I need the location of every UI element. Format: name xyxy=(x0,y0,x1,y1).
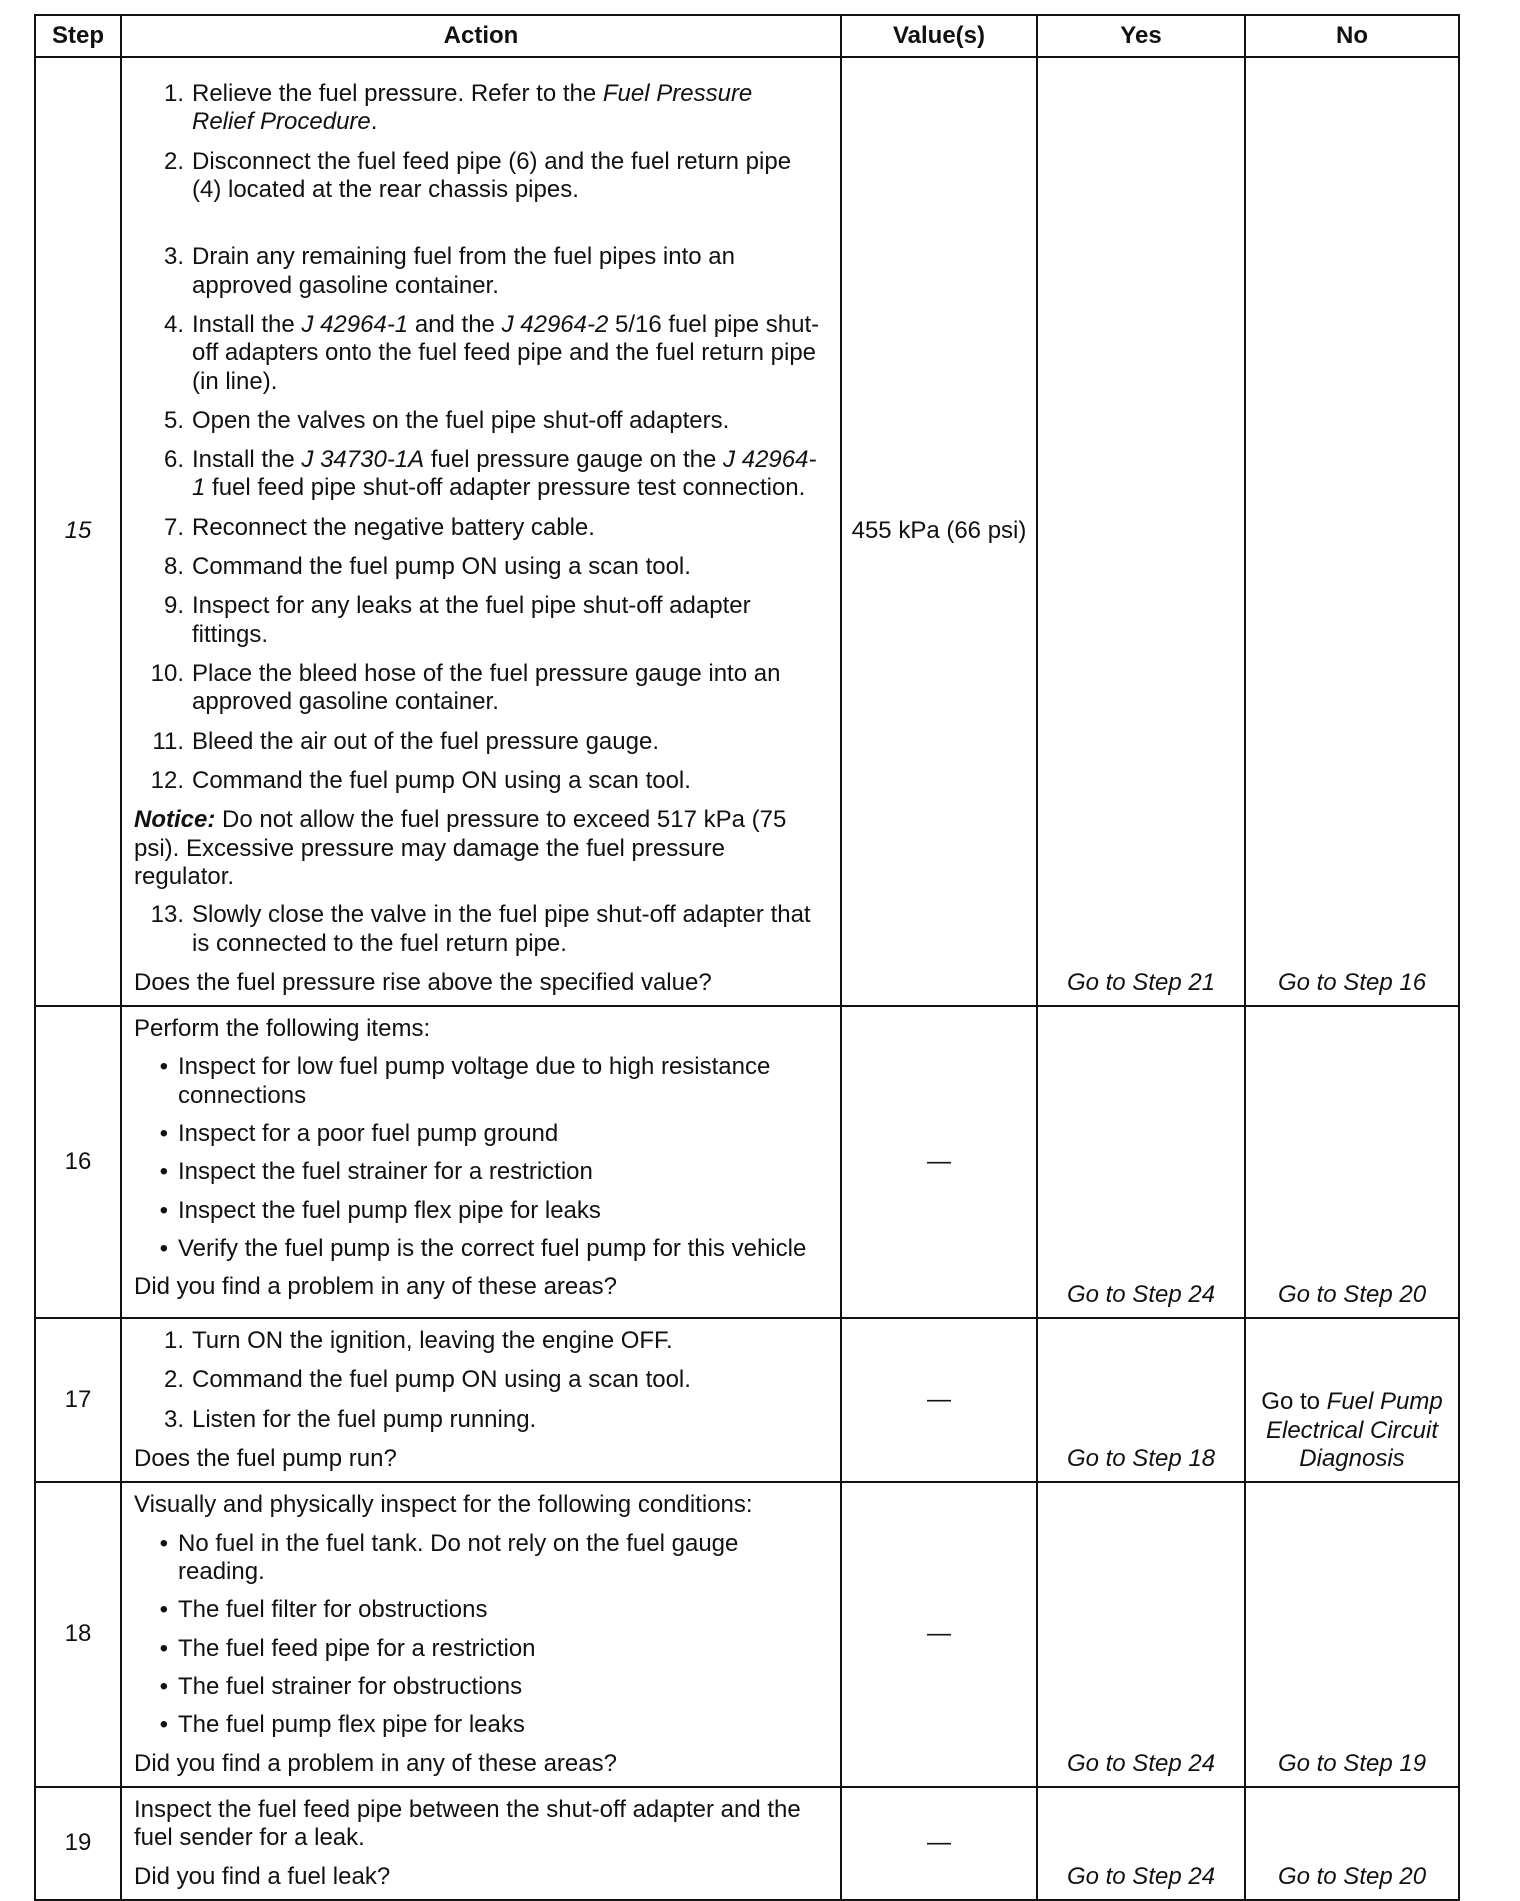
action-cell xyxy=(121,1006,841,1318)
action-steps-list xyxy=(134,1327,820,1434)
inspection-list xyxy=(134,1053,820,1263)
value-cell: 455 kPa (66 psi) xyxy=(841,57,1037,1006)
list-item: 9. Inspect for any leaks at the fuel pipe shut-off adapter fittings. xyxy=(163,592,751,648)
list-item: 3. Listen for the fuel pump running. xyxy=(163,1405,537,1433)
step-number: 15 xyxy=(35,57,121,1006)
list-item: • No fuel in the fuel tank. Do not rely on the fuel gauge reading. xyxy=(159,1529,739,1585)
header-row xyxy=(35,15,1459,57)
header-step: Step xyxy=(35,15,121,57)
list-item: • The fuel pump flex pipe for leaks xyxy=(159,1711,525,1739)
value-cell: — xyxy=(841,1787,1037,1900)
list-item: 12. Command the fuel pump ON using a scan tool. xyxy=(150,766,691,794)
table-row-step-16 xyxy=(35,1006,1459,1318)
intro-text: Visually and physically inspect for the following conditions: xyxy=(134,1491,753,1519)
list-item: 7. Reconnect the negative battery cable. xyxy=(163,513,595,541)
table-row-step-17 xyxy=(35,1318,1459,1482)
tool-reference: J 42964-2 xyxy=(501,310,609,338)
no-action: Go to Step 20 xyxy=(1245,1006,1459,1318)
list-item: 2. Disconnect the fuel feed pipe (6) and the fuel return pipe (4) located at the rear chassis pipes. xyxy=(163,147,792,203)
step-number: 17 xyxy=(35,1318,121,1482)
inspection-list xyxy=(134,1530,820,1740)
yes-action: Go to Step 21 xyxy=(1037,57,1245,1006)
list-item: • The fuel feed pipe for a restriction xyxy=(159,1634,536,1662)
list-item: 4. Install the J 42964-1 and the J 42964-2 5/16 fuel pipe shut-off adapters onto the fuel feed pipe and the fuel return pipe (in line). xyxy=(163,310,820,395)
intro-text: Inspect the fuel feed pipe between the shut-off adapter and the fuel sender for a leak. xyxy=(134,1795,801,1852)
list-item: • Inspect for a poor fuel pump ground xyxy=(159,1120,559,1148)
list-item: • Inspect the fuel pump flex pipe for leaks xyxy=(159,1196,601,1224)
tool-reference: J 42964-1 xyxy=(301,310,409,338)
no-action: Go to Step 16 xyxy=(1245,57,1459,1006)
list-item: • The fuel filter for obstructions xyxy=(159,1596,488,1624)
action-cell xyxy=(121,57,841,1006)
question: Does the fuel pump run? xyxy=(134,1445,397,1473)
list-item: 11. Bleed the air out of the fuel pressure gauge. xyxy=(152,727,659,755)
list-item: 8. Command the fuel pump ON using a scan tool. xyxy=(163,553,691,581)
list-item: 3. Drain any remaining fuel from the fuel pipes into an approved gasoline container. xyxy=(163,243,735,299)
intro-text: Perform the following items: xyxy=(134,1015,431,1043)
list-item: 1. Relieve the fuel pressure. Refer to the Fuel Pressure Relief Procedure. xyxy=(163,80,753,136)
list-item: • Inspect for low fuel pump voltage due to high resistance connections xyxy=(159,1053,771,1109)
action-cell xyxy=(121,1318,841,1482)
action-cell xyxy=(121,1787,841,1900)
list-item: 2. Command the fuel pump ON using a scan tool. xyxy=(163,1366,691,1394)
list-item: 1. Turn ON the ignition, leaving the engine OFF. xyxy=(163,1327,673,1355)
step-number: 18 xyxy=(35,1482,121,1787)
question: Did you find a problem in any of these areas? xyxy=(134,1749,617,1777)
no-action: Go to Step 20 xyxy=(1245,1787,1459,1900)
tool-reference: J 34730-1A xyxy=(301,446,425,474)
header-no: No xyxy=(1245,15,1459,57)
yes-action: Go to Step 24 xyxy=(1037,1006,1245,1318)
yes-action: Go to Step 24 xyxy=(1037,1787,1245,1900)
notice: Notice: Do not allow the fuel pressure to exceed 517 kPa (75 psi). Excessive pressure may damage the fuel pressure regulator. xyxy=(134,806,787,890)
header-yes: Yes xyxy=(1037,15,1245,57)
notice-label: Notice: xyxy=(134,806,216,834)
yes-action: Go to Step 24 xyxy=(1037,1482,1245,1787)
header-values: Value(s) xyxy=(841,15,1037,57)
no-action: Go to Fuel Pump Electrical Circuit Diagnosis xyxy=(1245,1318,1459,1482)
value-cell: — xyxy=(841,1318,1037,1482)
step-number: 16 xyxy=(35,1006,121,1318)
table-row-step-19 xyxy=(35,1787,1459,1900)
table-row-step-15 xyxy=(35,57,1459,1006)
list-item: 6. Install the J 34730-1A fuel pressure gauge on the J 42964-1 fuel feed pipe shut-off adapter pressure test connection. xyxy=(163,446,817,502)
action-steps-list-continued xyxy=(134,901,820,958)
yes-action: Go to Step 18 xyxy=(1037,1318,1245,1482)
no-action: Go to Step 19 xyxy=(1245,1482,1459,1787)
header-action: Action xyxy=(121,15,841,57)
list-item: • Inspect the fuel strainer for a restriction xyxy=(159,1158,593,1186)
step-number: 19 xyxy=(35,1787,121,1900)
list-item: 5. Open the valves on the fuel pipe shut-off adapters. xyxy=(163,406,730,434)
procedure-reference-link: Fuel Pressure Relief Procedure xyxy=(192,80,753,136)
list-item: 10. Place the bleed hose of the fuel pressure gauge into an approved gasoline container. xyxy=(150,660,781,716)
question: Did you find a fuel leak? xyxy=(134,1862,391,1890)
value-cell: — xyxy=(841,1006,1037,1318)
diagnostic-table xyxy=(34,14,1460,1901)
list-item: • The fuel strainer for obstructions xyxy=(159,1672,523,1700)
question: Did you find a problem in any of these areas? xyxy=(134,1273,617,1301)
action-steps-list xyxy=(134,80,820,795)
action-cell xyxy=(121,1482,841,1787)
question: Does the fuel pressure rise above the specified value? xyxy=(134,968,712,996)
list-item: • Verify the fuel pump is the correct fuel pump for this vehicle xyxy=(159,1235,807,1262)
list-item: 13. Slowly close the valve in the fuel pipe shut-off adapter that is connected to the fuel return pipe. xyxy=(150,901,811,957)
procedure-reference-link: Fuel Pump Electrical Circuit Diagnosis xyxy=(1265,1388,1443,1473)
table-row-step-18 xyxy=(35,1482,1459,1787)
tool-reference: J 42964-1 xyxy=(192,446,817,502)
value-cell: — xyxy=(841,1482,1037,1787)
